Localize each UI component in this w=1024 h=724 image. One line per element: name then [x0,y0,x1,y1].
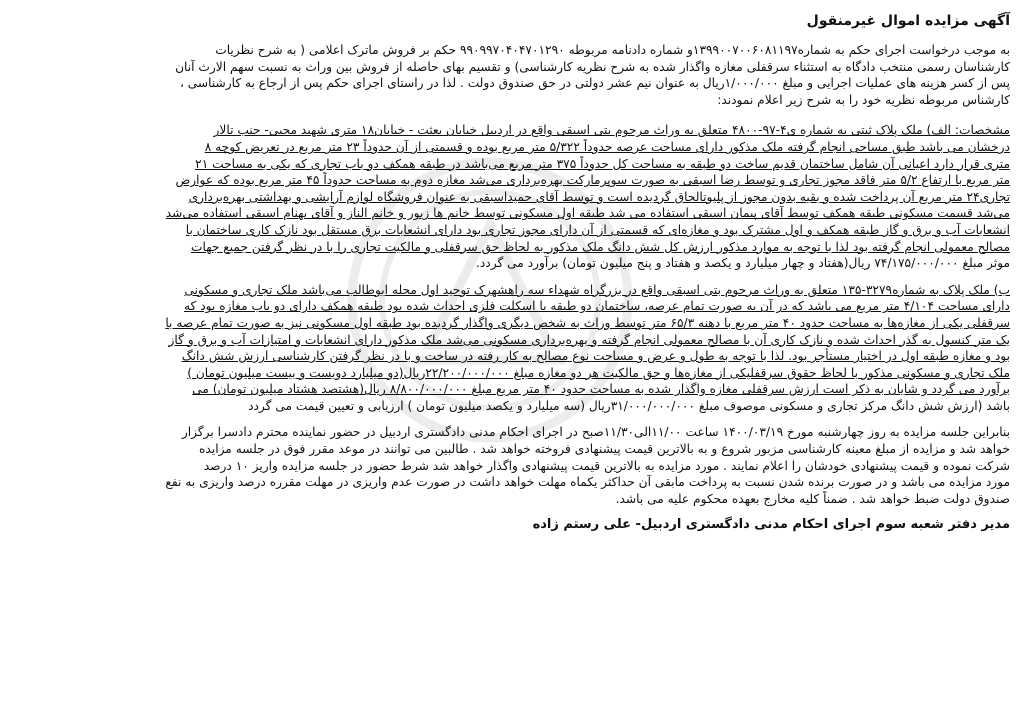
auction-terms-line: صندوق دولت ضبط خواهد شد . ضمناً کلیه مخارج بعهده محکوم علیه می باشد. [615,491,1010,506]
property-a-line: درخشان می باشد طبق مساحی انجام گرفته ملک مذکور دارای مساحت عرصه حدوداً ۵/۳۲۲ متر مربع بوده و قسمتی از آن حدوداً ۲۳ متر مربع در تعریض کوچه ۸ [204,139,1010,154]
intro-line: پس از کسر هزینه های عملیات اجرایی و مبلغ ۱/۰۰۰/۰۰۰ریال به عنوان نیم عشر دولتی در حق صندوق دولت . لذا در راستای اجرای حکم پس از ارجاع به کارشناسی ، [179,76,1010,91]
intro-line: کارشناس مربوطه نظریه خود را به شرح زیر اعلام نمودند: [717,92,1010,107]
property-a-line: مشخصات: الف) ملک پلاک ثبتی به شماره ی۴-۹۷-۴۸۰۰ متعلق به وراث مرحوم بتی اسبقی واقع در اردبیل خیابان بعثت - خیابان۱۸ متری شهید محبی- جنب تالار [213,123,1010,138]
intro-line: کارشناسان رسمی منتخب دادگاه به استثناء سرقفلی مغازه واگذار شده به شرح نظریه کارشناسی) و تقسیم بهای حاصله از فروش بین وراث به نسبت سهم الارث آنان [175,59,1010,74]
auction-terms-line: مورد مزایده می باشد و در صورت برنده شدن نسبت به پرداخت مابقی آن حداکثر یکماه مهلت خواهد داشت در صورت عدم واریزی در مهلت مقرره درصد واریزی به نفع [165,475,1010,490]
property-b-paragraph [14,282,1010,415]
property-b-line: باشد (ارزش شش دانگ مرکز تجاری و مسکونی موصوف مبلغ ۳۱/۰۰۰/۰۰۰/۰۰۰ریال (سه میلیارد و یکصد میلیون تومان ) ارزیابی و تعیین قیمت می گردد [248,398,1010,413]
property-a-line: تجاری۲۴ متر مربع آن پرداخت شده و بقیه بدون مجوز از پلیوتالحاق گردیده است و توسط آقای حمیداسبقی به عنوان فروشگاه لوازم آرایشی و بهداشتی بهره‌برداری [188,189,1010,204]
notice-title: آگهی مزایده اموال غیرمنقول [806,13,1010,29]
auction-terms-paragraph [14,424,1010,507]
signature-line: مدیر دفتر شعبه سوم اجرای احکام مدنی دادگستری اردبیل- علی رستم زاده [532,517,1010,533]
auction-terms-line: بنابراین جلسه مزایده به روز چهارشنبه مورخ ۱۴۰۰/۰۳/۱۹ ساعت ۱۱/۰۰الی۱۱/۳۰صبح در اجرای احکام مدنی دادگستری اردبیل در حضور نماینده محترم دادسرا برگزار [181,425,1010,440]
auction-terms-line: خواهد شد و مزایده از مبلغ معینه کارشناسی مزبور شروع و به بالاترین قیمت پیشنهادی فروخته خواهد شد . طالبین می توانند در موعد مقرر فوق در جلسه مزایده [199,442,1010,457]
property-b-line: ب) ملک پلاک به شماره۳۲۷۹-۱۳۵ متعلق به وراث مرحوم بتی اسبقی واقع در بزرگراه شهداء سه راهشهرک توحید اول محله ابوطالب می‌باشد ملک تجاری و مسکونی [184,282,1010,297]
intro-paragraph [14,42,1010,108]
property-a-line: موثر مبلغ ۷۴/۱۷۵/۰۰۰/۰۰۰ ریال(هفتاد و چهار میلیارد و یکصد و هفتاد و پنج میلیون تومان) برآورد می گردد. [476,256,1010,271]
property-b-line: یک متر کنسول به گذر احداث شده و نازک کاری آن با مصالح معمولی انجام گرفته و بهره‌برداری مسکونی می‌شد ملک مذکور دارای انشعابات و امتیازات آب و برق و گاز [168,332,1010,347]
property-b-line: سرقفلی یکی از مغازه‌ها به مساحت حدود ۴۰ متر مربع با دهنه ۶۵/۳ متر توسط وراث به شخص دیگری واگذار گردیده بود طبقه اول مسکونی نیز به صورت تمام عرصه با [165,315,1010,330]
property-b-line: دارای مساحت ۴/۱۰۴ متر مربع می باشد که در آن به صورت تمام عرصه، ساختمان دو طبقه با اسکلت فلزی احداث شده بود طبقه همکف دارای دو باب مغازه بود که [184,299,1010,314]
property-a-line: متر مربع با ارتفاع ۵/۲ متر فاقد مجوز تجاری و توسط رضا اسبقی به صورت سوپرمارکت بهره‌برداری می‌شد مغازه دوم به مساحت حدوداً ۴۵ متر مربع بوده که عوارض [175,173,1010,188]
property-a-line: می‌شد قسمت مسکونی طبقه همکف توسط آقای پیمان اسبقی استفاده می شد طبقه اول مسکونی توسط خانم ها زیور و خانم الناز و آقای بهنام اسبقی استفاده می‌شد [165,206,1010,221]
property-a-line: انشعابات آب و برق و گاز طبقه همکف و اول مشترک بود و مغازه‌ای که قسمتی از آن دارای مجوز تجاری بود دارای انشعابات برق مستقل بود نازک کاری ساختمان با [185,222,1010,237]
auction-terms-line: شرکت نموده و قیمت پیشنهادی خودشان را اعلام نمایند . مورد مزایده به بالاترین قیمت پیشنهادی واگذار خواهد شد شرط حضور در جلسه مزایده واریز ۱۰ درصد [203,458,1010,473]
property-a-paragraph [14,122,1010,271]
intro-line: به موجب درخواست اجرای حکم به شماره۱۳۹۹۰۰۷۰۰۶۰۸۱۱۹۷و شماره دادنامه مربوطه ۹۹۰۹۹۷۰۴۰۴۷۰۱۲۹۰ حکم بر فروش ماترک اعلامی ( به شرح نظریات [215,43,1010,57]
property-a-line: متری قرار دارد اعیانی آن شامل ساختمان قدیم ساخت دو طبقه به مساحت کل حدوداً ۳۷۵ متر مربع می‌باشد در طبقه همکف دو باب تجاری که یکی به مساحت ۲۱ [195,156,1010,171]
property-b-line: بود و مغازه طبقه اول در اختیار مستأجر بود. لذا با توجه به طول و عرض و مساحت نوع مصالح به کار رفته در ساخت و با در نظر گرفتن کارشناسی ارزش شش دانگ [181,349,1010,364]
property-b-line: ملک تجاری و مسکونی مذکور با لحاظ حقوق سرقفلیکی از مغازه‌ها و حق مالکیت هر دو مغازه مبلغ ۲۲/۲۰۰/۰۰۰/۰۰۰ریال(دو میلیارد دویست و بیست میلیون تومان ) [187,365,1010,380]
property-a-line: مصالح معمولی انجام گرفته بود لذا با توجه به موارد مذکور ارزش کل شش دانگ ملک مذکور به لحاظ حق سرقفلی و مالکیت تجاری را با در نظر گرفتن جمیع جهات [191,239,1010,254]
property-b-line: برآورد می گردد و شایان به ذکر است ارزش سرقفلی مغازه واگذار شده به مساحت حدود ۴۰ متر مربع مبلغ ۸/۸۰۰/۰۰۰/۰۰۰ ریال(هشتصد هشتاد میلیون تومان) می [192,382,1010,397]
